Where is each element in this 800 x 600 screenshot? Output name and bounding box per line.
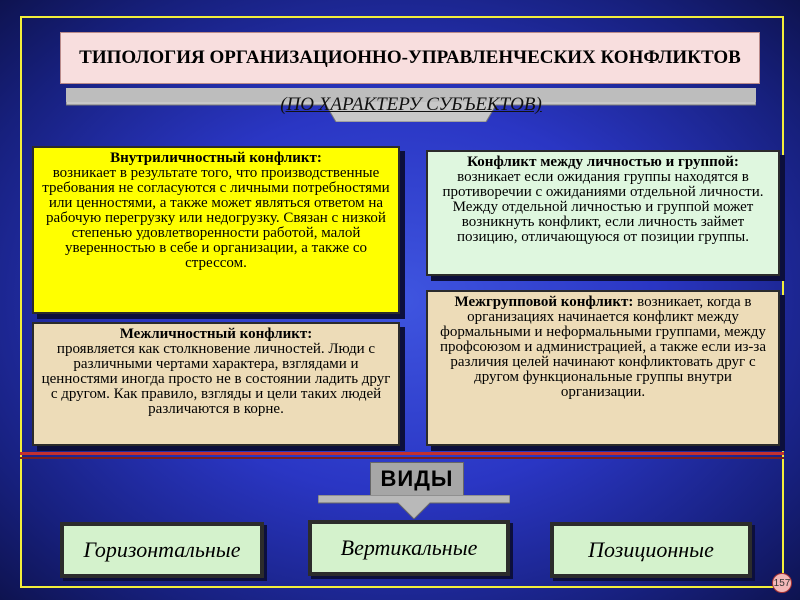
- intergroup-text: возникает, когда в организациях начинается конфликт между формальными и неформальными группами, между профсоюзом и администрацией, а также если из-за различия целей начинают конфликтовать друг с другом функциональные группы внутри организации.: [440, 294, 766, 400]
- type-positional: [550, 522, 752, 578]
- person-group-text: возникает если ожидания группы находятся в противоречии с ожиданиями отдельной личности. Между отдельной личностью и группой может возникнуть конфликт, если личность займет позицию, отличающуюся от позиции группы.: [442, 169, 764, 245]
- person-group-heading: Конфликт между личностью и группой:: [467, 154, 739, 170]
- type-horizontal: [60, 522, 264, 578]
- intergroup-heading: Межгрупповой конфликт:: [454, 294, 634, 310]
- types-label: ВИДЫ: [370, 462, 464, 496]
- type-positional-label: Позиционные: [554, 526, 748, 574]
- divider-line: [20, 452, 784, 455]
- intrapersonal-conflict-box: [32, 146, 400, 314]
- type-vertical: [308, 520, 510, 576]
- type-horizontal-label: Горизонтальные: [64, 526, 260, 574]
- intrapersonal-heading: Внутриличностный конфликт:: [110, 150, 322, 166]
- down-arrow-icon: [318, 495, 510, 519]
- interpersonal-heading: Межличностный конфликт:: [119, 326, 313, 342]
- intrapersonal-text: возникает в результате того, что производственные требования не согласуются с личными потребностями или ценностями, а также может являться ответом на рабочую перегрузку или недогрузку. Связан с низкой степенью удовлетворенности работой, малой уверенностью в себе и организации, а также со стрессом.: [42, 165, 390, 271]
- page-number-badge: 157: [772, 573, 792, 593]
- interpersonal-text: проявляется как столкновение личностей. Люди с различными чертами характера, взглядами и ценностями иногда просто не в состоянии ладить друг с другом. Как правило, взгляды и цели таких людей различаются в корне.: [41, 341, 391, 417]
- person-group-conflict-box: [426, 150, 780, 276]
- interpersonal-conflict-box: [32, 322, 400, 446]
- subtitle: (ПО ХАРАКТЕРУ СУБЪЕКТОВ): [280, 94, 542, 115]
- type-vertical-label: Вертикальные: [312, 524, 506, 572]
- intergroup-conflict-box: [426, 290, 780, 446]
- page-title: ТИПОЛОГИЯ ОРГАНИЗАЦИОННО-УПРАВЛЕНЧЕСКИХ КОНФЛИКТОВ: [60, 32, 760, 84]
- divider-line-shadow: [20, 457, 784, 459]
